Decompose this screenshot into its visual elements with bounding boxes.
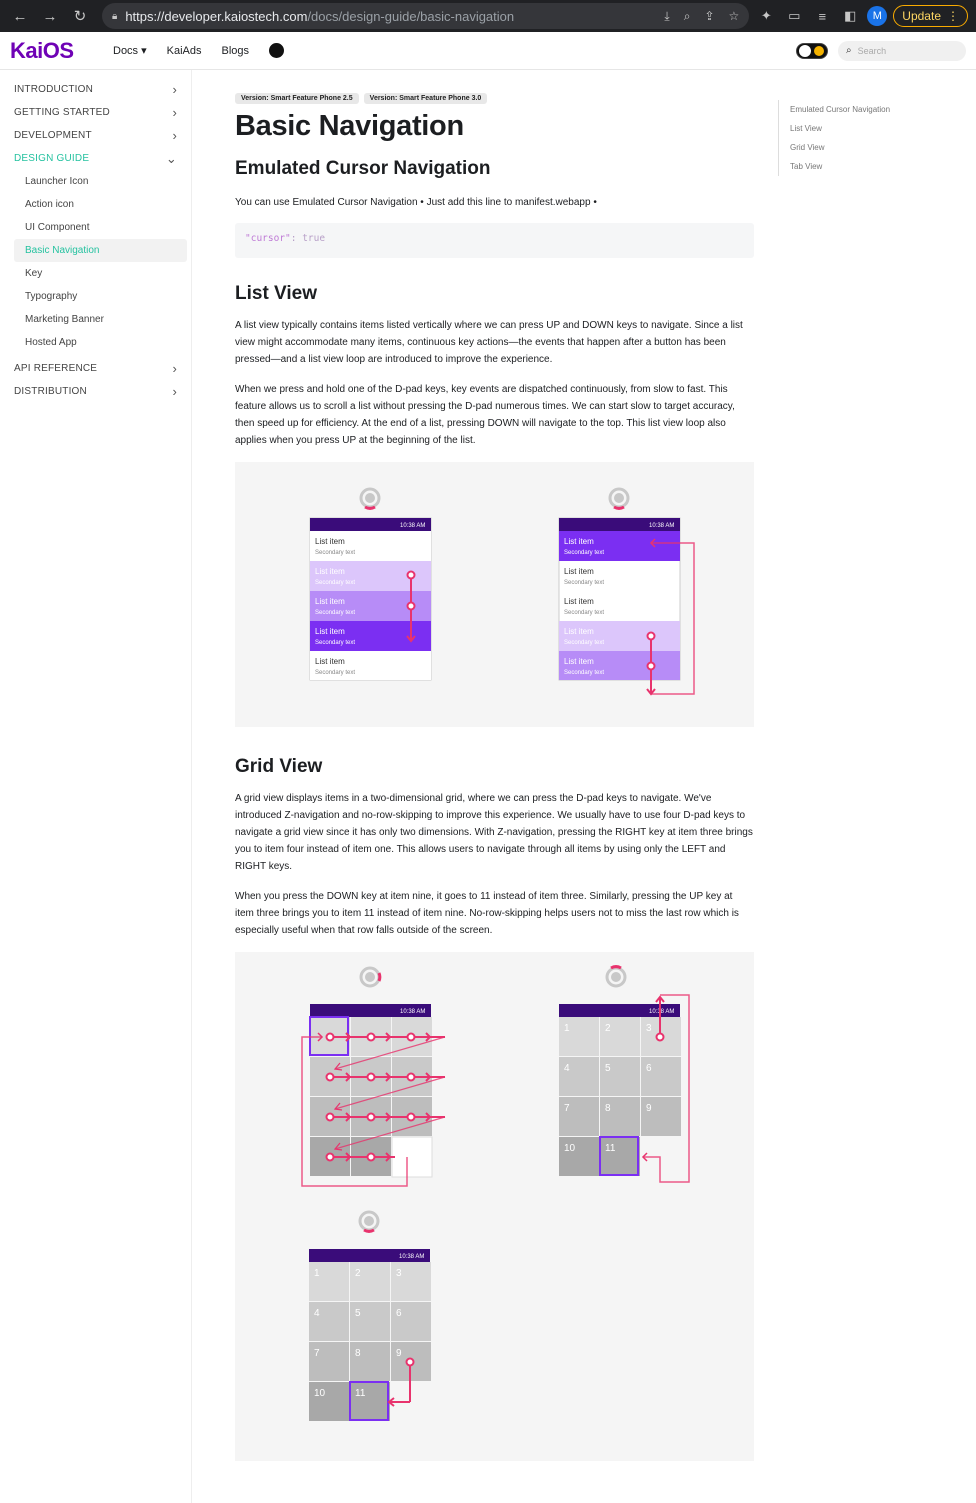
svg-text:Secondary text: Secondary text xyxy=(564,670,605,676)
grid-cell-number: 5 xyxy=(605,1063,611,1074)
grid-cell-number: 6 xyxy=(396,1308,402,1319)
sidebar-item-api-reference[interactable] xyxy=(0,357,191,380)
grid-cell-number: 9 xyxy=(646,1103,652,1114)
status-clock: 10:38 AM xyxy=(649,1009,675,1015)
svg-text:List item: List item xyxy=(564,627,594,636)
sidebar-label: DISTRIBUTION xyxy=(14,386,87,397)
sidebar-item-action-icon[interactable]: Action icon xyxy=(25,199,74,210)
nav-dot xyxy=(407,1359,414,1366)
toggle-knob xyxy=(799,45,811,57)
sidebar-item-marketing-banner[interactable]: Marketing Banner xyxy=(25,314,104,325)
sidebar-item-basic-navigation[interactable]: Basic Navigation xyxy=(14,239,187,262)
nav-dot xyxy=(327,1114,334,1121)
docs-sidebar xyxy=(0,70,192,1503)
grid-cell xyxy=(392,1137,432,1177)
site-navbar xyxy=(0,32,976,70)
svg-text:List item: List item xyxy=(315,597,345,606)
sidebar-item-introduction[interactable] xyxy=(0,78,191,101)
sun-icon xyxy=(814,46,824,56)
share-icon[interactable]: ⇪ xyxy=(704,8,715,23)
chevron-right-icon: › xyxy=(172,105,177,120)
phone-list-2 xyxy=(559,518,694,694)
svg-text:Secondary text: Secondary text xyxy=(315,580,356,586)
grid-view-figure xyxy=(235,952,754,1461)
sidebar-item-ui-component[interactable]: UI Component xyxy=(25,222,90,233)
doc-content xyxy=(192,70,778,1503)
reload-icon[interactable]: ↻ xyxy=(73,8,87,25)
grid-cell-number: 10 xyxy=(314,1388,326,1399)
cursor-text: You can use Emulated Cursor Navigation • Just add this line to manifest.webapp • xyxy=(235,197,597,208)
more-icon: ⋮ xyxy=(947,9,959,23)
sidebar-item-distribution[interactable] xyxy=(0,380,191,403)
sidebar-label: DESIGN GUIDE xyxy=(14,153,90,164)
nav-dot xyxy=(368,1074,375,1081)
update-label: Update xyxy=(902,9,941,23)
list-paragraph-1: A list view typically contains items listed vertically where we can press UP and DOWN keys to navigate. Since a list view might accommodate many items, continuous key actions—the events that happen after a button has been pressed—and a list view loop are introduced to improve the experience. xyxy=(235,320,743,365)
svg-text:Secondary text: Secondary text xyxy=(315,670,356,676)
search-placeholder: Search xyxy=(857,45,887,56)
list-paragraph-2: When we press and hold one of the D-pad keys, key events are dispatched continuously, from slow to fast. This feature allows us to scroll a list without pressing the D-pad numerous times. We can start slow to target accuracy, then speed up for efficiency. At the end of a list, pressing DOWN will navigate to the top. This list view loop also applies when you press UP at the beginning of the list. xyxy=(235,384,735,446)
toc-list-view[interactable]: List View xyxy=(790,124,822,133)
github-icon[interactable] xyxy=(269,43,284,58)
toc-emulated-cursor[interactable]: Emulated Cursor Navigation xyxy=(790,105,891,114)
svg-text:List item: List item xyxy=(315,537,345,546)
grid-view-illustration xyxy=(235,952,754,1461)
version-badge: Version: Smart Feature Phone 2.5 xyxy=(235,93,359,104)
svg-text:Secondary text: Secondary text xyxy=(315,550,356,556)
sidebar-item-development[interactable] xyxy=(0,124,191,147)
grid-cell-number: 4 xyxy=(314,1308,320,1319)
chevron-right-icon: › xyxy=(172,361,177,376)
grid-cell-number: 7 xyxy=(314,1348,320,1359)
url-host: https://developer.kaiostech.com xyxy=(125,8,308,24)
nav-dot xyxy=(327,1034,334,1041)
cursor-heading: Emulated Cursor Navigation xyxy=(235,158,491,179)
version-badge: Version: Smart Feature Phone 3.0 xyxy=(364,93,488,104)
nav-dot xyxy=(368,1114,375,1121)
sidebar-label: INTRODUCTION xyxy=(14,84,94,95)
sidebar-item-hosted-app[interactable]: Hosted App xyxy=(25,337,77,348)
grid-cell-number: 11 xyxy=(605,1143,616,1154)
svg-text:10:38 AM: 10:38 AM xyxy=(649,523,675,529)
svg-text:Secondary text: Secondary text xyxy=(564,580,605,586)
dpad-icon xyxy=(361,968,380,986)
nav-dot xyxy=(327,1074,334,1081)
nav-dot xyxy=(408,1074,415,1081)
zoom-icon[interactable]: ⌕ xyxy=(683,8,691,23)
install-icon[interactable]: ⤓ xyxy=(664,8,670,23)
table-of-contents xyxy=(778,70,976,1503)
code-value: : true xyxy=(290,233,326,244)
grid-cell-number: 3 xyxy=(646,1023,652,1034)
sidebar-item-typography[interactable]: Typography xyxy=(25,291,78,302)
list-view-heading: List View xyxy=(235,283,318,304)
cast-icon[interactable]: ▭ xyxy=(788,8,801,23)
svg-text:List item: List item xyxy=(564,567,594,576)
svg-text:List item: List item xyxy=(564,657,594,666)
nav-kaiads[interactable]: KaiAds xyxy=(166,44,202,57)
dpad-icon xyxy=(607,967,625,986)
grid-cell-number: 1 xyxy=(564,1023,570,1034)
chevron-right-icon: › xyxy=(172,82,177,97)
phone-grid-3 xyxy=(309,1249,431,1421)
browser-toolbar xyxy=(0,0,976,32)
nav-dot xyxy=(657,1034,664,1041)
list-view-figure xyxy=(235,462,754,727)
svg-text:Secondary text: Secondary text xyxy=(315,610,356,616)
grid-cell-number: 5 xyxy=(355,1308,361,1319)
extensions-icon[interactable]: ✦ xyxy=(760,8,772,23)
nav-dot xyxy=(408,1114,415,1121)
nav-dot xyxy=(408,1034,415,1041)
svg-text:List item: List item xyxy=(315,627,345,636)
grid-cell-number: 8 xyxy=(355,1348,361,1359)
nav-docs[interactable]: Docs ▾ xyxy=(113,45,147,57)
code-block xyxy=(235,223,754,258)
grid-cell-number: 1 xyxy=(314,1268,320,1279)
grid-cell-number: 11 xyxy=(355,1388,366,1399)
grid-cell-number: 7 xyxy=(564,1103,570,1114)
address-bar[interactable] xyxy=(102,3,749,29)
grid-cell-number: 6 xyxy=(646,1063,652,1074)
phone-grid-1 xyxy=(302,1004,445,1186)
nav-blogs[interactable]: Blogs xyxy=(221,44,250,57)
lock-icon: 🔒︎ xyxy=(112,10,118,22)
grid-cell-number: 10 xyxy=(564,1143,576,1154)
phone-grid-2 xyxy=(559,995,689,1182)
sidebar-label: API REFERENCE xyxy=(14,363,98,374)
grid-cell-number: 9 xyxy=(396,1348,402,1359)
svg-text:List item: List item xyxy=(564,537,594,546)
nav-dot xyxy=(327,1154,334,1161)
chevron-right-icon: › xyxy=(172,128,177,143)
nav-dot xyxy=(368,1154,375,1161)
chevron-down-icon: ⌄ xyxy=(165,150,177,166)
theme-toggle[interactable] xyxy=(796,43,828,59)
grid-cell-number: 3 xyxy=(396,1268,402,1279)
side-panel-icon[interactable]: ◧ xyxy=(844,8,857,23)
phone-list-1 xyxy=(310,518,431,680)
svg-text:Secondary text: Secondary text xyxy=(564,640,605,646)
status-clock: 10:38 AM xyxy=(400,523,426,529)
svg-text:List item: List item xyxy=(315,567,345,576)
svg-text:List item: List item xyxy=(564,597,594,606)
chevron-right-icon: › xyxy=(172,384,177,399)
sidebar-item-launcher-icon[interactable]: Launcher Icon xyxy=(25,176,89,187)
toc-tab-view[interactable]: Tab View xyxy=(790,162,823,171)
reading-list-icon[interactable]: ≡ xyxy=(818,8,827,24)
grid-cell-number: 2 xyxy=(605,1023,611,1034)
dpad-icon xyxy=(610,489,628,508)
dpad-icon xyxy=(360,1212,378,1231)
sidebar-item-design-guide[interactable] xyxy=(0,147,191,170)
svg-text:Secondary text: Secondary text xyxy=(564,610,605,616)
sidebar-item-key[interactable]: Key xyxy=(25,268,43,279)
status-clock: 10:38 AM xyxy=(400,1009,426,1015)
svg-text:Secondary text: Secondary text xyxy=(564,550,605,556)
svg-text:List item: List item xyxy=(315,657,345,666)
status-clock: 10:38 AM xyxy=(399,1254,425,1260)
profile-avatar[interactable]: M xyxy=(867,6,887,26)
nav-dot xyxy=(368,1034,375,1041)
grid-cell-number: 2 xyxy=(355,1268,361,1279)
search-icon: ⌕ xyxy=(846,45,852,56)
grid-paragraph-1: A grid view displays items in a two-dimensional grid, where we can press the D-pad keys to navigate. We've introduced Z-navigation and no-row-skipping to improve this experience. We usually have to use four D-pad keys to navigate a grid view since it has only two dimensions. With Z-navigation, pressing the RIGHT key at item three brings you to item four instead of item one. This allows users to navigate through all items by using only the LEFT and RIGHT keys. xyxy=(235,793,753,872)
search-input[interactable] xyxy=(838,41,966,61)
forward-icon[interactable]: → xyxy=(42,7,58,25)
grid-paragraph-2: When you press the DOWN key at item nine, it goes to 11 instead of item three. Similarly, pressing the UP key at item three brings you to item 11 instead of item nine. No-row-skipping helps users not to miss the last row which is especially useful when that row falls outside of the screen. xyxy=(235,891,739,936)
kaios-logo[interactable]: KaiOS xyxy=(10,37,74,63)
sidebar-label: GETTING STARTED xyxy=(14,107,110,118)
dpad-icon xyxy=(361,489,379,508)
update-button[interactable] xyxy=(893,5,968,27)
grid-cell-number: 8 xyxy=(605,1103,611,1114)
grid-cell-number: 4 xyxy=(564,1063,570,1074)
svg-text:Secondary text: Secondary text xyxy=(315,640,356,646)
url-path: /docs/design-guide/basic-navigation xyxy=(307,8,515,24)
list-view-illustration xyxy=(235,462,754,727)
code-key: "cursor" xyxy=(245,233,291,244)
bookmark-star-icon[interactable]: ☆ xyxy=(728,8,740,23)
grid-view-heading: Grid View xyxy=(235,756,323,777)
back-icon[interactable]: ← xyxy=(12,7,28,25)
sidebar-item-getting-started[interactable] xyxy=(0,101,191,124)
page-title: Basic Navigation xyxy=(235,110,464,142)
toc-grid-view[interactable]: Grid View xyxy=(790,143,825,152)
sidebar-label: DEVELOPMENT xyxy=(14,130,92,141)
